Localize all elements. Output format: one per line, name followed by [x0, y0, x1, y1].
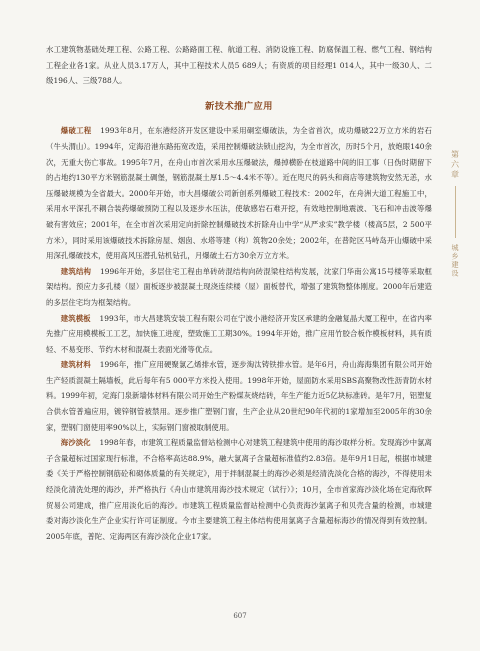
chapter-sidebar [446, 150, 464, 278]
section-title: 新技术推广应用 [205, 100, 273, 112]
paragraph-formwork [46, 311, 432, 358]
page-number: 607 [233, 612, 247, 620]
keyword-blasting: 爆破工程 [60, 126, 92, 136]
paragraph-blasting [46, 123, 432, 263]
keyword-structure: 建筑结构 [60, 266, 92, 276]
text-formwork: 1993年，市大昌建筑安装工程有限公司在宁波小港经济开发区承建的金融复晶大厦工程中，在省内率先推广应用模模板工工艺，加快施工进度，塑致施工工期30%。1994年开始，推广应用竹胶合板作模板材料，具有质轻、不易变形、节约木材和混凝土表面光滑等优点。 [46, 313, 432, 354]
keyword-materials: 建筑材料 [60, 360, 91, 370]
sidebar-divider [455, 186, 456, 238]
paragraph-sea-sand [46, 435, 432, 544]
sidebar-topic-label: 城乡建设 [451, 244, 459, 278]
sidebar-chapter-label: 第六章 [450, 150, 460, 180]
keyword-formwork: 建筑模板 [60, 313, 91, 323]
paragraph-structure [46, 264, 432, 311]
text-materials: 1996年，推广应用硬聚氯乙烯排水管，逐步淘汰铸铁排水管。是年6月，舟山海海集团有限公司开始生产轻质混凝土隔墙板，此后每年有5 000平方米投入使用。1998年开始，屋面防水采用SBS高聚物改性沥青防水材料。1999年初，定海门泉新墙体材料有限公司开始生产粉煤灰烧结砖，年生产能力近5亿块标准砖。是年7月，铝塑复合供水管普遍应用，镀锌钢管被禁用。逐步推广塑钢门窗，生产企业从20世纪90年代初的1家增加至2005年的30余家，塑钢门窗使用率90%以上，实际钢门窗被取制使用。 [46, 360, 432, 432]
paragraph-materials [46, 357, 432, 435]
text-structure: 1996年开始，多层住宅工程由单砖砖混结构向砖混梁柱结构发展，沈家门华南公寓15号楼等采取框架结构。预应力多孔楼（屋）面板逐步被混凝土现浇连续楼（屋）面板替代，增强了建筑物整体刚度。2000年后建造的多层住宅均为框架结构。 [46, 266, 432, 307]
text-blasting: 1993年8月，在东港经济开发区建设中采用硐室爆破法，为全省首次，成功爆破22万立方米的岩石（牛头渭山）。1994年，定海沿港东路拓宽改造，采用控制爆破法锁山挖沟，为全市首次，历时5个月，放炮眼140余次，无重大伤亡事故。1995年7月，在舟山市首次采用水压爆破法，爆掉横卧在枝道路中间的旧工事（日伪时期留下的占地约130平方米钢筋混凝土碉堡，钢筋混凝土厚1.5～4.4米不等）。近在咫尺的码头和商店等建筑物安然无恙，水压爆破规模为全省最大。2000年开始，市大昌爆破公司新创系列爆破工程技术：2002年，在舟洲大道工程施工中，采用水平深孔不耦合装药爆破预防工程以及逐步水压法，使敏感岩石难开挖，有效地控制地震波、飞石和冲击波等爆破有害效应；2001年，在全市首次采用定向折除控制爆破技术折除舟山中学“从严求实”教学楼（楼高5层，2 500平方米），同时采用该爆破技术拆除房屋、烟囱、水塔等建（构）筑物20余处；2002年，在普陀区马峙岛开山爆破中采用深孔爆破技术，使用高风压潜孔钻机钻孔，月爆破土石方30余万立方米。 [46, 126, 433, 261]
text-sea-sand: 1998年春，市建筑工程质量监督站检测中心对建筑工程建筑中使用的海沙取样分析。发现海沙中氯离子含量超标过国家现行标准，不合格率高达88.9%，融大氯离子含量超标准值约2.83倍。是年9月1日起，根据市城建委《关于严格控制钢筋砼和砌体质量的有关规定》，用于拌制混凝土的海沙必须是经清洗淡化合格的海沙，不得使用未经淡化清洗处理的海沙，并严格执行《舟山市建筑用海沙技术规定（试行）》；10月，全市首家海沙淡化场在定海欣晖贸易公司建成，推广应用淡化后的海沙。市建筑工程质量监督站检测中心负责海沙氯离子和贝壳含量的检测，市城建委对海沙淡化生产企业实行许可证制度。今市主要建筑工程主体结构使用氯离子含量超标海沙的情况得到有效控制。2005年底，普陀、定海两区有海沙淡化企业17家。 [46, 438, 432, 541]
body-text [46, 42, 432, 544]
intro-paragraph: 水工建筑物基础处理工程、公路工程、公路路面工程、航道工程、消防设施工程、防腐保温工程、燃气工程、钢结构工程企业各1家。从业人员3.17万人，其中工程技术人员5 689人；有资质的项目经理1 014人，其中一级30人、二级196人、三级788人。 [46, 45, 432, 86]
keyword-sea-sand: 海沙淡化 [60, 438, 91, 448]
